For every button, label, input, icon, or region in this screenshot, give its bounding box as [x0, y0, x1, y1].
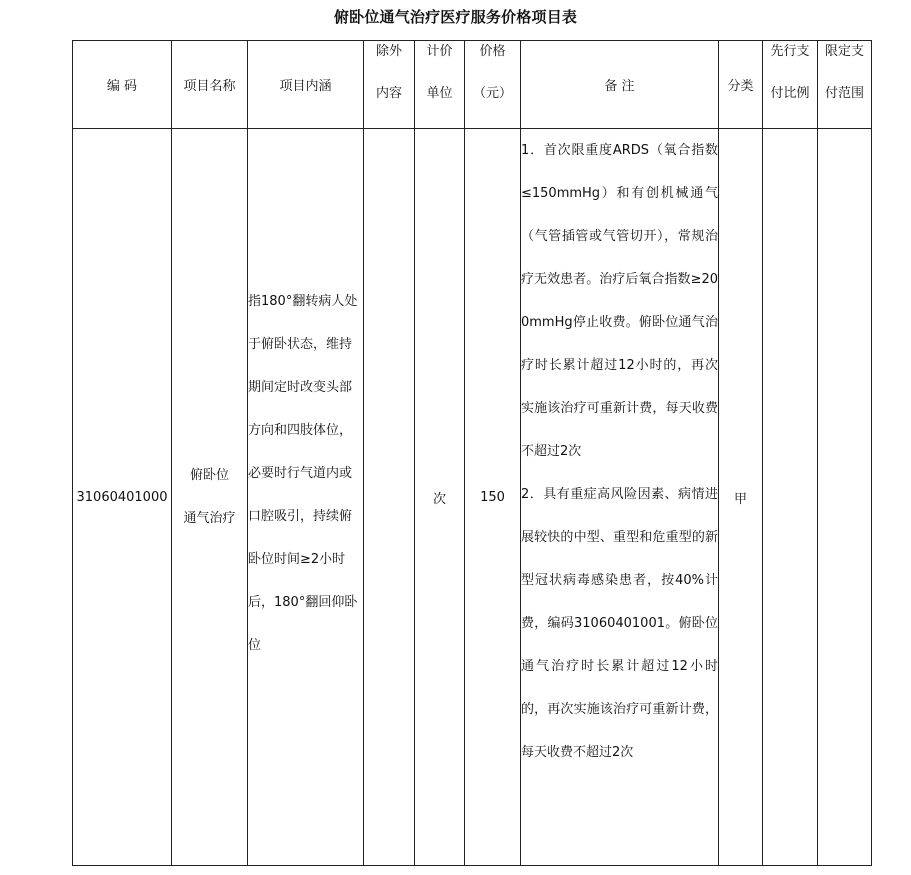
header-limit-scope — [818, 41, 872, 129]
cell-code: 31060401000 — [73, 129, 172, 866]
cell-unit: 次 — [415, 129, 465, 866]
header-excluded-line1: 除外 — [375, 44, 402, 59]
header-category: 分类 — [719, 41, 763, 129]
table-row — [73, 129, 872, 866]
cell-name-line2: 通气治疗 — [183, 511, 236, 526]
header-name: 项目名称 — [172, 41, 248, 129]
header-remarks: 备 注 — [521, 41, 719, 129]
header-price-line2: （元） — [472, 86, 512, 101]
header-price — [465, 41, 521, 129]
cell-content-text: 指180°翻转病人处于俯卧状态，维持期间定时改变头部方向和四肢体位，必要时行气道内或口腔吸引，持续俯卧位时间≥2小时后，180°翻回仰卧位 — [248, 294, 358, 653]
header-price-line1: 价格 — [479, 44, 506, 59]
cell-limit-scope — [818, 129, 872, 866]
cell-category: 甲 — [719, 129, 763, 866]
header-content: 项目内涵 — [248, 41, 364, 129]
header-unit-line1: 计价 — [426, 44, 453, 59]
header-excluded — [364, 41, 415, 129]
header-prepay-line1: 先行支 — [770, 44, 810, 59]
header-limit-line2: 付范围 — [824, 86, 864, 101]
cell-excluded — [364, 129, 415, 866]
header-limit-line1: 限定支 — [824, 44, 864, 59]
cell-name — [172, 129, 248, 866]
remark-item-2: 2．具有重症高风险因素、病情进展较快的中型、重型和危重型的新型冠状病毒感染患者，按40%计费，编码31060401001。俯卧位通气治疗时长累计超过12小时的，再次实施该治疗可重新计费，每天收费不超过2次 — [521, 487, 718, 760]
header-code: 编 码 — [73, 41, 172, 129]
header-unit — [415, 41, 465, 129]
header-prepay-line2: 付比例 — [770, 86, 810, 101]
cell-name-line1: 俯卧位 — [189, 468, 229, 483]
remark-item-1: 1．首次限重度ARDS（氧合指数≤150mmHg）和有创机械通气（气管插管或气管切开），常规治疗无效患者。治疗后氧合指数≥200mmHg停止收费。俯卧位通气治疗时长累计超过12小时的，再次实施该治疗可重新计费，每天收费不超过2次 — [521, 143, 718, 459]
price-table — [72, 40, 872, 866]
cell-remarks — [521, 129, 719, 866]
header-prepay-ratio — [763, 41, 818, 129]
cell-price: 150 — [465, 129, 521, 866]
page-title: 俯卧位通气治疗医疗服务价格项目表 — [333, 8, 578, 26]
cell-content — [248, 129, 364, 866]
cell-prepay-ratio — [763, 129, 818, 866]
header-unit-line2: 单位 — [426, 86, 453, 101]
header-excluded-line2: 内容 — [375, 86, 402, 101]
header-row — [73, 41, 872, 129]
